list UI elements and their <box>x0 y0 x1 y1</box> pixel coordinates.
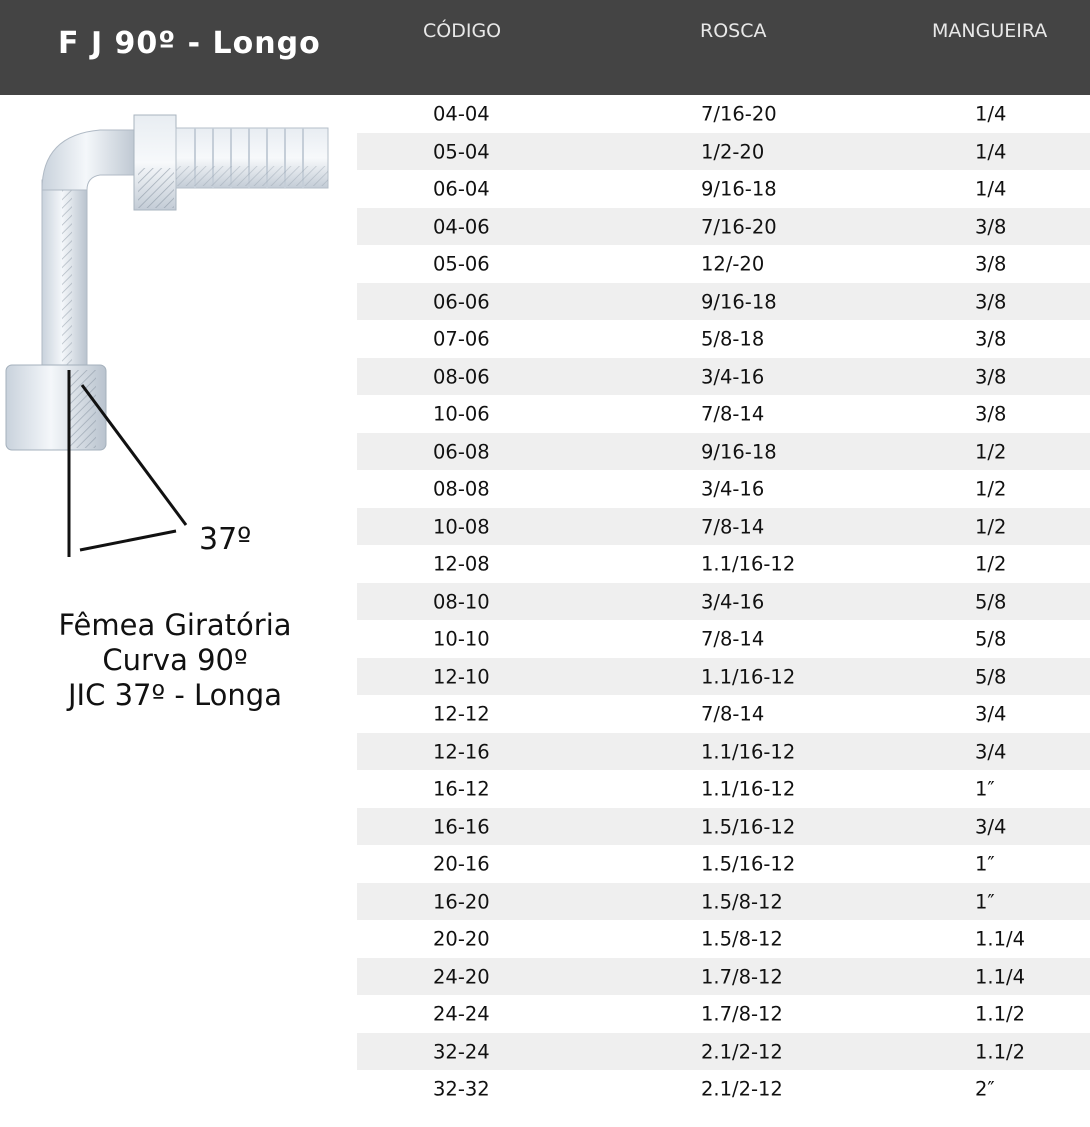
cell-mangueira: 3/8 <box>975 252 1007 276</box>
cell-codigo: 10-10 <box>433 627 490 651</box>
table-row <box>357 133 1090 170</box>
cell-codigo: 12-16 <box>433 740 490 763</box>
cell-codigo: 08-08 <box>433 477 490 501</box>
cell-codigo: 06-08 <box>433 440 490 463</box>
cell-mangueira: 3/4 <box>975 815 1007 838</box>
angle-label: 37º <box>199 522 252 557</box>
table-row <box>357 883 1090 920</box>
cell-mangueira: 1″ <box>975 890 995 913</box>
column-header-rosca: ROSCA <box>700 20 767 42</box>
cell-rosca: 3/4-16 <box>701 477 765 501</box>
cell-rosca: 9/16-18 <box>701 440 777 463</box>
table-row <box>357 995 1090 1033</box>
cell-mangueira: 1.1/2 <box>975 1040 1025 1063</box>
cell-rosca: 12/-20 <box>701 252 765 276</box>
description-line: JIC 37º - Longa <box>68 678 282 712</box>
cell-rosca: 2.1/2-12 <box>701 1077 783 1101</box>
table-row <box>357 1033 1090 1070</box>
table-row <box>357 245 1090 283</box>
description-line: Fêmea Giratória <box>58 608 292 642</box>
cell-rosca: 1.7/8-12 <box>701 965 783 988</box>
cell-rosca: 2.1/2-12 <box>701 1040 783 1063</box>
fitting-90-degree-drawing <box>0 100 340 570</box>
cell-codigo: 16-12 <box>433 777 490 801</box>
cell-codigo: 06-04 <box>433 177 490 201</box>
cell-codigo: 24-20 <box>433 965 490 988</box>
table-row <box>357 958 1090 995</box>
cell-codigo: 04-04 <box>433 102 490 126</box>
table-row <box>357 695 1090 733</box>
cell-rosca: 1.1/16-12 <box>701 777 796 801</box>
header-bar <box>0 0 1090 95</box>
cell-codigo: 10-06 <box>433 402 490 426</box>
cell-rosca: 3/4-16 <box>701 590 765 613</box>
cell-mangueira: 3/4 <box>975 702 1007 726</box>
product-description <box>20 608 330 713</box>
cell-codigo: 24-24 <box>433 1002 490 1026</box>
table-row <box>357 808 1090 845</box>
cell-codigo: 05-04 <box>433 140 490 163</box>
table-row <box>357 358 1090 395</box>
cell-mangueira: 3/8 <box>975 402 1007 426</box>
cell-codigo: 32-24 <box>433 1040 490 1063</box>
cell-mangueira: 3/4 <box>975 740 1007 763</box>
cell-rosca: 1.7/8-12 <box>701 1002 783 1026</box>
table-row <box>357 845 1090 883</box>
cell-rosca: 9/16-18 <box>701 177 777 201</box>
cell-mangueira: 1/2 <box>975 515 1007 538</box>
cell-codigo: 08-10 <box>433 590 490 613</box>
table-row <box>357 283 1090 320</box>
cell-codigo: 06-06 <box>433 290 490 313</box>
cell-codigo: 08-06 <box>433 365 490 388</box>
cell-codigo: 05-06 <box>433 252 490 276</box>
table-row <box>357 583 1090 620</box>
table-row <box>357 508 1090 545</box>
table-row <box>357 395 1090 433</box>
cell-mangueira: 1″ <box>975 777 995 801</box>
column-header-mangueira: MANGUEIRA <box>932 20 1048 42</box>
cell-mangueira: 3/8 <box>975 327 1007 351</box>
table-row <box>357 470 1090 508</box>
table-row <box>357 770 1090 808</box>
cell-rosca: 1.1/16-12 <box>701 740 796 763</box>
cell-codigo: 16-16 <box>433 815 490 838</box>
cell-mangueira: 1/4 <box>975 177 1007 201</box>
spec-table <box>357 95 1090 1108</box>
cell-rosca: 7/16-20 <box>701 215 777 238</box>
cell-rosca: 1.5/16-12 <box>701 815 796 838</box>
page-title: F J 90º - Longo <box>58 26 321 61</box>
cell-mangueira: 1/2 <box>975 477 1007 501</box>
table-row <box>357 433 1090 470</box>
cell-codigo: 32-32 <box>433 1077 490 1101</box>
cell-rosca: 9/16-18 <box>701 290 777 313</box>
cell-codigo: 20-16 <box>433 852 490 876</box>
cell-rosca: 1.5/8-12 <box>701 890 783 913</box>
column-header-codigo: CÓDIGO <box>423 20 502 42</box>
cell-codigo: 16-20 <box>433 890 490 913</box>
description-line: Curva 90º <box>102 643 248 677</box>
cell-rosca: 1.5/8-12 <box>701 927 783 951</box>
cell-codigo: 12-12 <box>433 702 490 726</box>
table-row <box>357 658 1090 695</box>
cell-codigo: 20-20 <box>433 927 490 951</box>
cell-rosca: 7/8-14 <box>701 515 765 538</box>
cell-mangueira: 3/8 <box>975 290 1007 313</box>
cell-mangueira: 1/2 <box>975 440 1007 463</box>
cell-mangueira: 1.1/4 <box>975 965 1025 988</box>
cell-mangueira: 3/8 <box>975 215 1007 238</box>
cell-mangueira: 1.1/4 <box>975 927 1025 951</box>
cell-codigo: 12-08 <box>433 552 490 576</box>
cell-mangueira: 1.1/2 <box>975 1002 1025 1026</box>
cell-mangueira: 5/8 <box>975 665 1007 688</box>
cell-rosca: 7/8-14 <box>701 402 765 426</box>
cell-codigo: 10-08 <box>433 515 490 538</box>
cell-rosca: 7/16-20 <box>701 102 777 126</box>
table-row <box>357 545 1090 583</box>
cell-rosca: 5/8-18 <box>701 327 765 351</box>
table-row <box>357 170 1090 208</box>
table-row <box>357 320 1090 358</box>
cell-mangueira: 5/8 <box>975 590 1007 613</box>
table-row <box>357 620 1090 658</box>
cell-mangueira: 1/4 <box>975 102 1007 126</box>
cell-codigo: 12-10 <box>433 665 490 688</box>
cell-mangueira: 1/2 <box>975 552 1007 576</box>
cell-mangueira: 1″ <box>975 852 995 876</box>
cell-rosca: 3/4-16 <box>701 365 765 388</box>
cell-mangueira: 2″ <box>975 1077 995 1101</box>
cell-rosca: 7/8-14 <box>701 627 765 651</box>
cell-rosca: 1.1/16-12 <box>701 665 796 688</box>
cell-mangueira: 1/4 <box>975 140 1007 163</box>
table-row <box>357 920 1090 958</box>
cell-mangueira: 5/8 <box>975 627 1007 651</box>
cell-rosca: 1/2-20 <box>701 140 765 163</box>
cell-codigo: 04-06 <box>433 215 490 238</box>
table-row <box>357 733 1090 770</box>
cell-mangueira: 3/8 <box>975 365 1007 388</box>
cell-codigo: 07-06 <box>433 327 490 351</box>
table-row <box>357 208 1090 245</box>
table-row <box>357 95 1090 133</box>
cell-rosca: 1.1/16-12 <box>701 552 796 576</box>
table-row <box>357 1070 1090 1108</box>
cell-rosca: 7/8-14 <box>701 702 765 726</box>
cell-rosca: 1.5/16-12 <box>701 852 796 876</box>
